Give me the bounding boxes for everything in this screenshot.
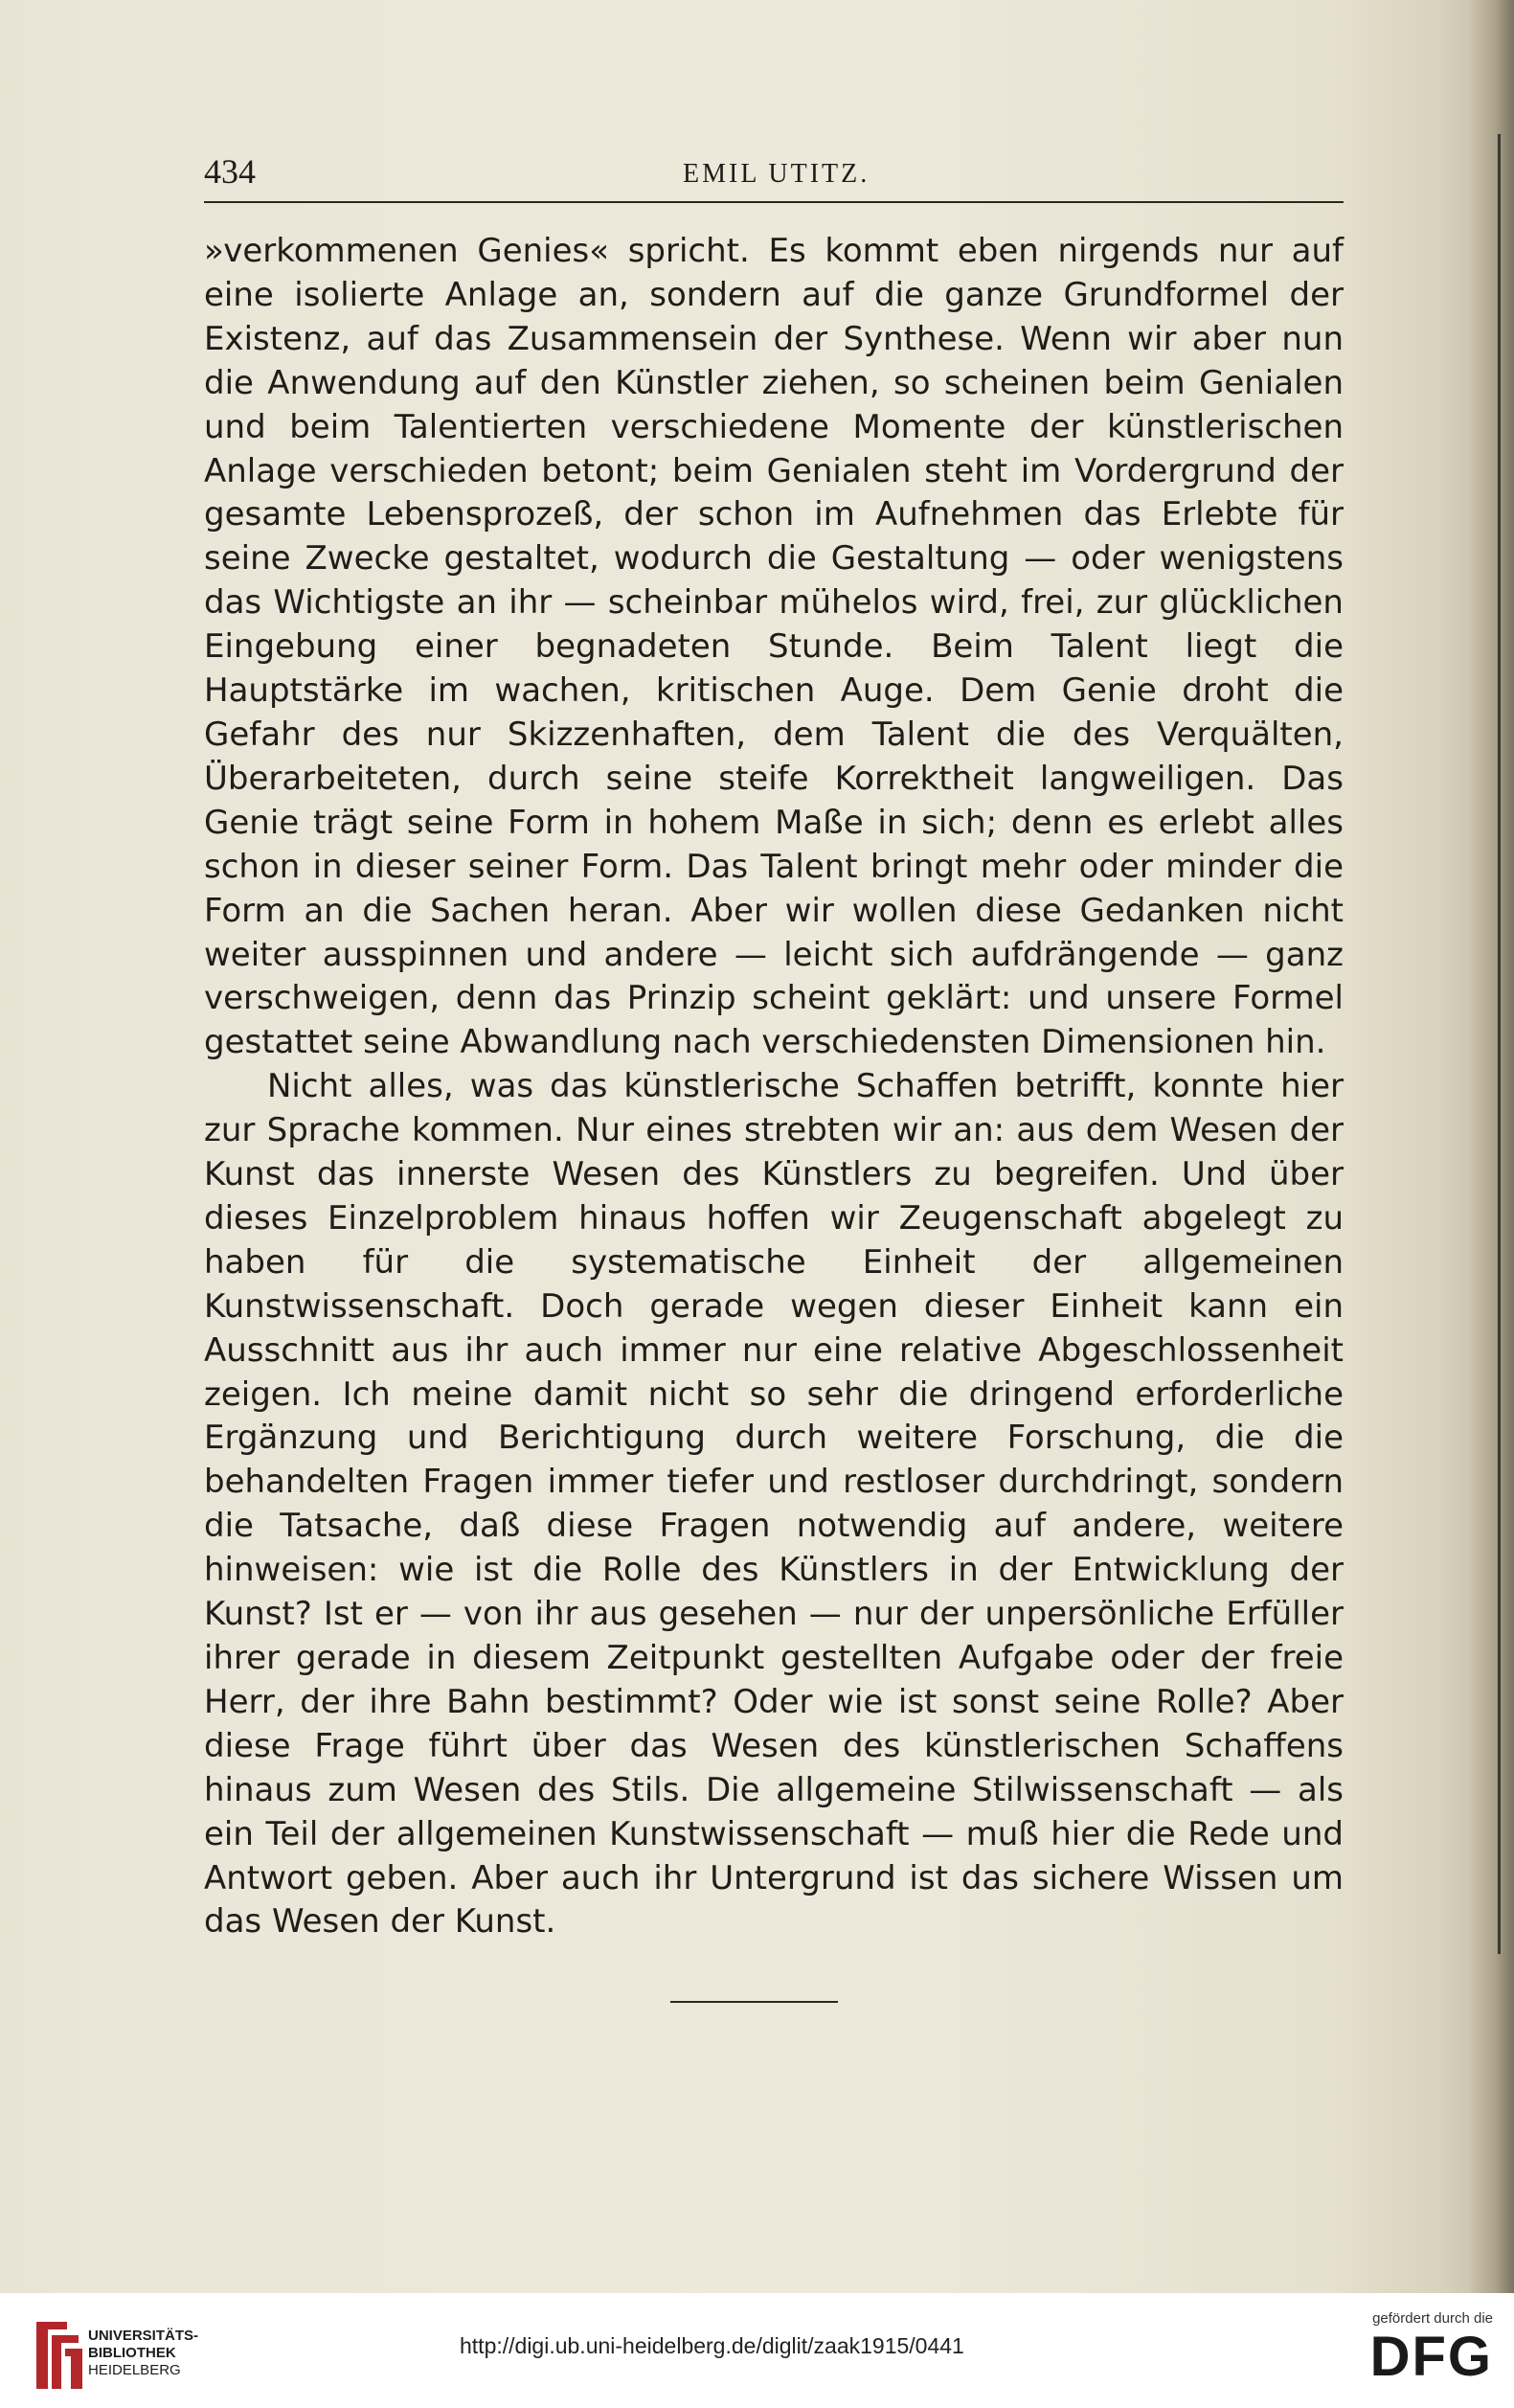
paragraph-1: »verkommenen Genies« spricht. Es kommt eben nirgends nur auf eine isolierte Anlage an, sondern auf die ganze Grundformel der Existenz, auf das Zusammensein der Synthese. Wenn wir aber nun die Anwendung auf den Künstler ziehen, so scheinen beim Genialen und beim Talentierten verschiedene Momente der künstlerischen Anlage verschieden betont; beim Genialen steht im Vordergrund der gesamte Lebensprozeß, der schon im Aufnehmen das Erlebte für seine Zwecke gestaltet, wodurch die Gestaltung — oder wenigstens das Wichtigste an ihr — scheinbar mühelos wird, frei, zur glücklichen Eingebung einer begnadeten Stunde. Beim Talent liegt die Hauptstärke im wachen, kritischen Auge. Dem Genie droht die Gefahr des nur Skizzenhaften, dem Talent die des Verquälten, Überarbeiteten, durch seine steife Korrektheit langweiligen. Das Genie trägt seine Form in hohem Maße in sich; denn es erlebt alles schon in dieser seiner Form. Das Talent bringt mehr oder minder die Form an die Sachen heran. Aber wir wollen diese Gedanken nicht weiter ausspinnen und andere — leicht sich aufdrängende — ganz verschweigen, denn das Prinzip scheint geklärt: und unsere Formel gestattet seine Abwandlung nach verschiedensten Dimensionen hin. (204, 232, 1344, 1062)
body-text (204, 230, 1344, 1944)
page-number: 434 (204, 152, 256, 191)
running-head (204, 151, 1344, 199)
footer-bar (0, 2293, 1514, 2408)
paragraph-2: Nicht alles, was das künstlerische Schaffen betrifft, konnte hier zur Sprache kommen. Nur eines strebten wir an: aus dem Wesen der Kunst das innerste Wesen des Künstlers zu begreifen. Und über dieses Einzelproblem hinaus hoffen wir Zeugenschaft abgelegt zu haben für die systematische Einheit der allgemeinen Kunstwissenschaft. Doch gerade wegen dieser Einheit kann ein Ausschnitt aus ihr auch immer nur eine relative Abgeschlossenheit zeigen. Ich meine damit nicht so sehr die dringend erforderliche Ergänzung und Berichtigung durch weitere Forschung, die die behandelten Fragen immer tiefer und restloser durchdringt, sondern die Tatsache, daß diese Fragen notwendig auf andere, weitere hinweisen: wie ist die Rolle des Künstlers in der Entwicklung der Kunst? Ist er — von ihr aus gesehen — nur der unpersönliche Erfüller ihrer gerade in diesem Zeitpunkt gestellten Aufgabe oder der freie Herr, der ihre Bahn bestimmt? Oder wie ist sonst seine Rolle? Aber diese Frage führt über das Wesen des künstlerischen Schaffens hinaus zum Wesen des Stils. Die allgemeine Stilwissenschaft — als ein Teil der allgemeinen Kunstwissenschaft — muß hier die Rede und Antwort geben. Aber auch ihr Untergrund ist das sichere Wissen um das Wesen der Kunst. (204, 1067, 1344, 1942)
funding-caption: gefördert durch die (1372, 2310, 1493, 2327)
end-rule (670, 2001, 838, 2003)
header-title: EMIL UTITZ. (683, 159, 870, 189)
header-rule (204, 201, 1344, 203)
permalink-url[interactable]: http://digi.ub.uni-heidelberg.de/diglit/zaak1915/0441 (460, 2333, 964, 2358)
page-edge-line (1498, 134, 1501, 1954)
page-gutter-shadow (1468, 0, 1514, 2293)
dfg-wordmark: DFG (1369, 2326, 1493, 2388)
ub-heidelberg-logo-icon (29, 2312, 86, 2398)
library-name-line-3: HEIDELBERG (88, 2362, 181, 2378)
library-name-line-1: UNIVERSITÄTS- (88, 2328, 199, 2344)
library-name-line-2: BIBLIOTHEK (88, 2345, 176, 2361)
library-name (88, 2328, 198, 2379)
library-logo[interactable] (29, 2312, 199, 2398)
dfg-logo[interactable] (1330, 2310, 1493, 2397)
